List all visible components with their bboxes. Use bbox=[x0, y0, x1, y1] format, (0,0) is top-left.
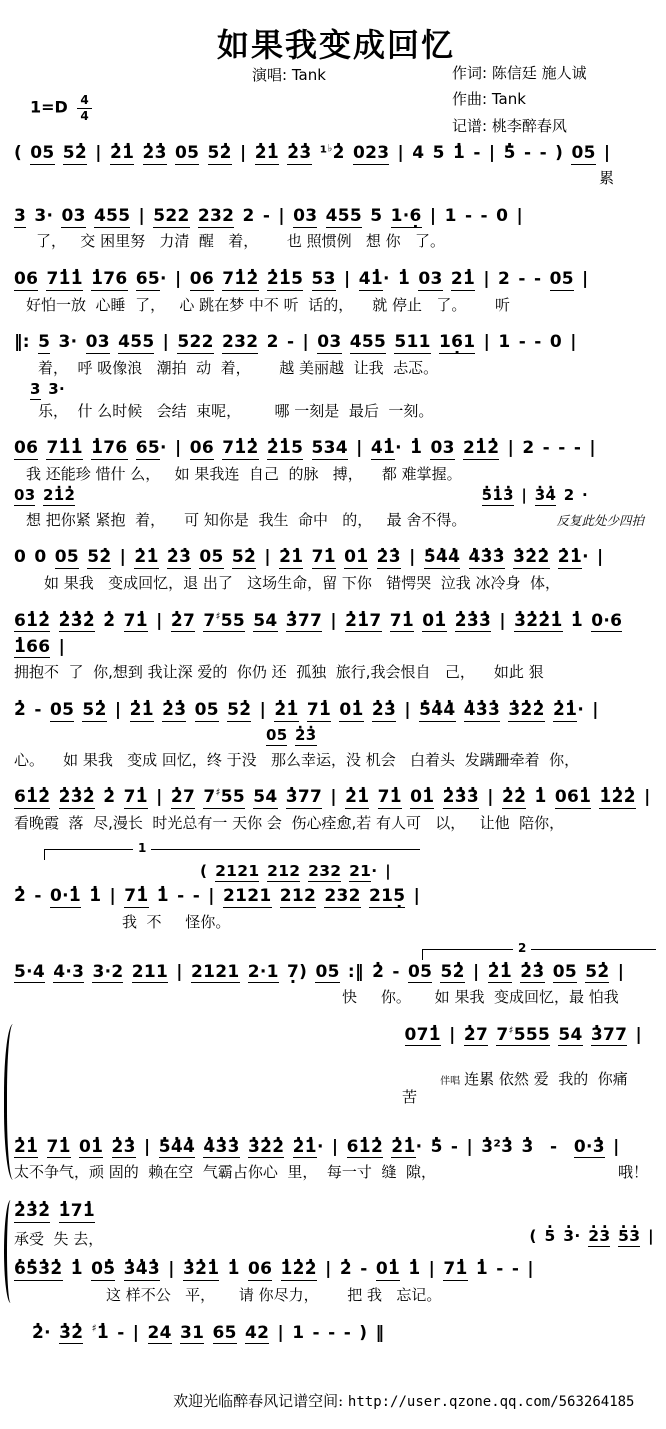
notation-line: · 2 - 0·· 1 · 1 | 7· 1 · 1 - - | 2121 212 232 215 · | bbox=[14, 883, 658, 909]
notation-pickup-line: 3 3· bbox=[30, 380, 66, 399]
notation-line: ( 05 5· 2 | · 2· 1 · 2· 3 05 5· 2 | · 2· 1 · 2· 3 ¹♭· 2 023 | 4 5 · 1 - | · 5 - - ) 05 | bbox=[14, 140, 658, 166]
system-6 bbox=[14, 544, 658, 592]
notation-fill-line: ( 2121 212 232 21· | bbox=[200, 862, 392, 881]
lyric-line: 累 bbox=[598, 169, 614, 188]
notation-line: 3 3· 03 455 | 522 232 2 - | 03 455 5 1·6 · | 1 - - 0 | bbox=[14, 203, 658, 229]
notation-line: 06 7· 1· 1 · 176 65· | 06 7· 1· 2 · 2· 15 534 | 4· 1· · 1 03 2· 1· 2 | 2 - - - | bbox=[14, 435, 658, 461]
key-tonic: 1=D bbox=[30, 97, 68, 117]
notation-line: · 2· 1 7· 1 0· 1 · 2· 3 | · 5· 4· 4 · 4· 3· 3 · 3· 2· 2 · 2· 1· | 6· 1· 2 · 2· 1· · 5 - | · 3²· 3 · 3 - 0·· 3 | bbox=[14, 1134, 658, 1160]
volta-bracket-1 bbox=[44, 841, 420, 860]
volta-number: 2 bbox=[513, 941, 531, 955]
lyric-line-verse2: 乐， 什 么时候 会结 束呢， 哪 一刻是 最后 一刻。 bbox=[38, 401, 434, 420]
system-3 bbox=[14, 266, 658, 314]
system-11-second-ending bbox=[14, 940, 658, 1007]
notation-alt-right: · 5· 1· 3 | · 3· 4 2 · bbox=[482, 484, 588, 507]
notation-line: · 2 - 05 5· 2 | · 2· 1 · 2· 3 05 5· 2 | · 2· 1 7· 1 0· 1 · 2· 3 | · 5· 4· 4 · 4· 3· 3 · 3· 2· 2 · 2· 1· | bbox=[14, 697, 658, 723]
lyric-line: 快 你。 如 果我 变成回忆，最 怕我 bbox=[342, 987, 619, 1006]
notation-line: ‖: 5 3· 03 455 | 522 232 2 - | 03 455 511 16 ·1 | 1 - - 0 | bbox=[14, 329, 658, 355]
system-15 bbox=[14, 1256, 658, 1304]
system-1 bbox=[14, 140, 658, 188]
footer-promo bbox=[14, 1372, 658, 1429]
lyric-line-backing bbox=[14, 1051, 642, 1126]
credits-block bbox=[452, 60, 587, 139]
lyric-line: 如 果我 变成回忆，退 出了 这场生命，留 下你 错愕哭 泣我 冰冷身 体， bbox=[44, 573, 561, 592]
system-10-first-ending bbox=[14, 841, 658, 931]
notation-line: 0 0 05 5· 2 | · 2· 1 · 2· 3 05 5· 2 | · 2· 1 7· 1 0· 1 · 2· 3 | · 5· 4· 4 · 4· 3· 3 · 3· 2· 2 · 2· 1· | bbox=[14, 544, 658, 570]
volta-number: 1 bbox=[133, 841, 151, 855]
notation-grace-line: 05 · 2· 3 bbox=[14, 724, 658, 747]
lyric-line-exclaim: 哦！ bbox=[617, 1163, 648, 1182]
key-signature bbox=[30, 94, 92, 122]
notation-line: · 6· 5· 3· 2 · 1 0· 5 · 3· 4· 3 | · 3· 2· 1 · 1 06 · 1· 2· 2 | · 2 - 0· 1 · 1 | 7· 1 · 1 - - | bbox=[14, 1256, 658, 1282]
notation-line: · 2· 3· 2 · 17· 1 bbox=[14, 1198, 658, 1224]
lyric-line: 我 不 怪你。 bbox=[122, 912, 231, 931]
notator-credit: 记谱: 桃李醉春风 bbox=[452, 116, 567, 135]
composer-credit: 作曲: Tank bbox=[452, 90, 526, 109]
notation-alt-left: 03 2· 1· 2 bbox=[14, 484, 75, 507]
system-2 bbox=[14, 203, 658, 251]
lyric-line: 心。 如 果我 变成 回忆，终 于没 那么幸运，没 机会 白着头 发蹒跚牵着 你， bbox=[14, 750, 580, 769]
system-14 bbox=[14, 1198, 658, 1248]
lyric-line-verse1: 着， 呼 吸像浪 潮拍 动 着， 越 美丽越 让我 忐忑。 bbox=[38, 358, 439, 377]
backing-lyrics: 连累 依然 爱 我的 你痛 苦 bbox=[402, 1069, 633, 1107]
system-9 bbox=[14, 784, 658, 832]
lyric-line: 太不争气，顽 固的 赖在空 气霸占你心 里， 每一寸 缝 隙， bbox=[14, 1163, 436, 1182]
lyric-line: 承受 失 去， bbox=[14, 1229, 104, 1248]
system-5 bbox=[14, 435, 658, 529]
system-7 bbox=[14, 608, 658, 682]
lyric-line: 了， 交 困里努 力清 醒 着， 也 照惯例 想 你 了。 bbox=[36, 232, 445, 251]
system-8 bbox=[14, 697, 658, 769]
system-12-backing bbox=[14, 1022, 658, 1126]
system-13 bbox=[14, 1134, 658, 1182]
time-signature bbox=[77, 94, 91, 122]
lyric-line: 好怕一放 心睡 了， 心 跳在梦 中不 听 话的， 就 停止 了。 听 bbox=[26, 295, 510, 314]
time-signature-bottom: 4 bbox=[80, 109, 89, 123]
system-4 bbox=[14, 329, 658, 420]
notation-line: 6· 1· 2 · 2· 3· 2 · 2 7· 1 | · 27 7♯55 54 · 377 | · 2· 1 7· 1 0· 1 · 2· 3· 3 | · 2· 2 · 1 06· 1 · 1· 2· 2 | bbox=[14, 784, 658, 810]
lyric-line-verse2: 想 把你紧 紧抱 着， 可 知你是 我生 命中 的， 最 舍不得。 bbox=[26, 510, 467, 529]
notation-line: 07· 1 | · 27 7♯555 54 · 377 | bbox=[14, 1022, 642, 1048]
time-signature-top: 4 bbox=[77, 94, 91, 109]
backing-vocal-label: 伴唱 bbox=[440, 1075, 461, 1087]
lyric-line: 拥抱不 了 你,想到 我让深 爱的 你仍 还 孤独 旅行,我会恨自 己， 如此 狠 bbox=[14, 663, 544, 682]
footer-url-link[interactable]: http://user.qzone.qq.com/563264185 bbox=[347, 1393, 635, 1410]
footer-label: 欢迎光临醉春风记谱空间: bbox=[173, 1391, 348, 1410]
notation-line: 6· 1· 2 · 2· 3· 2 · 2 7· 1 | · 27 7♯55 54 · 377 | · 2· 17 7· 1 0· 1 · 2· 3· 3 | · 3· 2· 2· 1 · 1 0·6 · 166 | bbox=[14, 608, 658, 661]
lyricist-credit: 作词: 陈信廷 施人诚 bbox=[452, 64, 587, 82]
lyric-line-verse1: 我 还能珍 惜什 么， 如 果我连 自己 的脉 搏， 都 难掌握。 bbox=[26, 464, 462, 483]
notation-line: 06 7· 1· 1 · 176 65· | 06 7· 1· 2 · 2· 15 53 | 4· 1· · 1 03 2· 1 | 2 - - 05 | bbox=[14, 266, 658, 292]
two-voice-group-1 bbox=[4, 1022, 658, 1182]
song-title: 如果我变成回忆 bbox=[216, 26, 455, 64]
repeat-annotation: 反复此处少四拍 bbox=[556, 513, 644, 529]
lyric-line: 这 样不公 平， 请 你尽力， 把 我 忘记。 bbox=[106, 1285, 442, 1304]
header bbox=[14, 6, 658, 134]
two-voice-group-2 bbox=[4, 1198, 658, 1304]
system-16-coda bbox=[14, 1320, 658, 1346]
notation-line: 5·4 4·3 3·2 211 | 2121 2·1 7 ·) 05 :‖ · 2 - 05 5· 2 | · 2· 1 · 2· 3 05 5· 2 | bbox=[14, 959, 658, 985]
notation-backing-entry: ( · 5 · 3· · 2· 3 · 5· 3 | bbox=[529, 1224, 654, 1248]
lyric-line: 看晚霞 落 尽,漫长 时光总有一 天你 会 伤心痊愈,若 有人可 以， 让他 陪你， bbox=[14, 813, 565, 832]
performer-credit: 演唱: Tank bbox=[252, 66, 326, 84]
notation-line: · 2· · 3· 2 ♯· 1 - | 24 31 65 42 | 1 - - - ) ‖ bbox=[14, 1320, 658, 1346]
